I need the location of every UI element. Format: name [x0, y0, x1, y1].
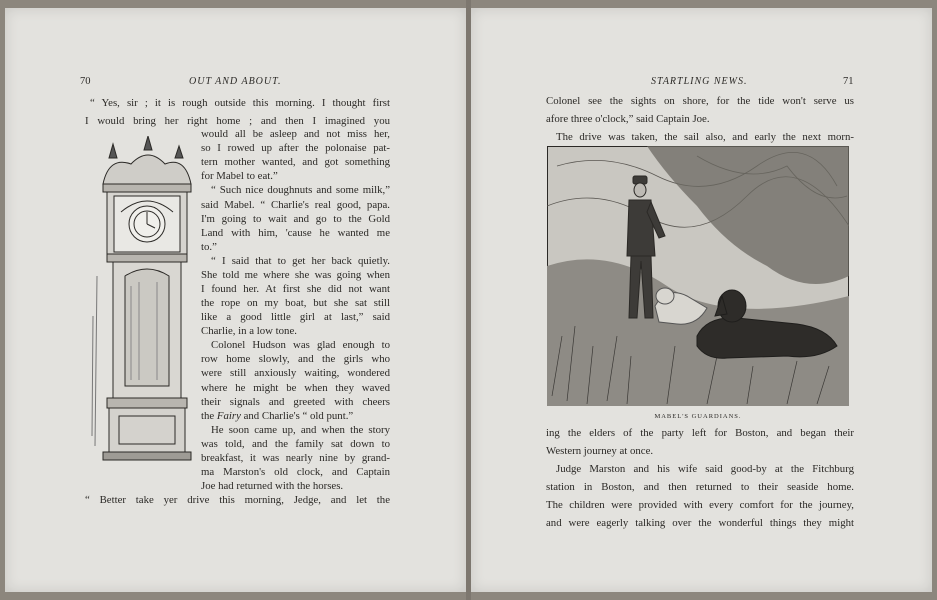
- text-line: so I rowed up after the polonaise pat-: [201, 142, 390, 155]
- text-line: to.”: [201, 240, 217, 253]
- text-line: “ I said that to get her back quietly.: [211, 254, 390, 267]
- text-line: Judge Marston and his wife said good-by at the Fitchburg: [556, 463, 854, 475]
- text-line: The drive was taken, the sail also, and early the next morn-: [556, 131, 854, 143]
- text-line: “ Such nice doughnuts and some milk,”: [211, 184, 390, 197]
- left-running-head: OUT AND ABOUT.: [189, 76, 282, 87]
- text-line: would all be asleep and not miss her,: [201, 128, 390, 141]
- text-line: breakfast, it was nearly nine by grand-: [201, 451, 390, 464]
- text-line: ma Marston's old clock, and Captain: [201, 465, 390, 478]
- left-page-number: 70: [80, 76, 91, 87]
- text-line: was told, and the family sat down to: [201, 437, 390, 450]
- text-line: I would bring her right home ; and then I imagined you: [85, 115, 390, 127]
- text-line: were still anxiously waiting, wondered: [201, 367, 390, 380]
- text-line: I'm going to wait and go to the Gold: [201, 212, 390, 225]
- text-line: Western journey at once.: [546, 445, 654, 457]
- text-line: for Mabel to eat.”: [201, 170, 278, 183]
- right-running-head: STARTLING NEWS.: [651, 76, 748, 87]
- text-line: Colonel see the sights on shore, for the tide won't serve us: [546, 95, 854, 107]
- text-line: The children were provided with every comfort for the journey,: [546, 499, 854, 511]
- text-line: I found her. At first she did not want: [201, 282, 390, 295]
- right-page-number: 71: [843, 76, 854, 87]
- text-line: “ Yes, sir ; it is rough outside this morning. I thought first: [90, 97, 390, 109]
- text-line: like a good little girl at last,” said: [201, 311, 390, 324]
- text-line: ing the elders of the party left for Boston, and began their: [546, 427, 854, 439]
- left-page: [5, 8, 466, 592]
- text-line: “ Better take yer drive this morning, Jedge, and let the: [85, 494, 390, 507]
- text-line: station in Boston, and then returned to their seaside home.: [546, 481, 854, 493]
- text-line: where he might be when they waved: [201, 381, 390, 394]
- mabels-guardians-illustration: [547, 146, 849, 406]
- text-line: Charlie, in a low tone.: [201, 325, 297, 338]
- text-line: the rope on my boat, but she sat still: [201, 297, 390, 309]
- text-line: row home slowly, and the girls who: [201, 353, 390, 366]
- text-line: Joe had returned with the horses.: [201, 480, 344, 492]
- text-line: and were eagerly talking over the wonderful things they might: [546, 517, 854, 529]
- text-line-fairy: the Fairy and Charlie's “ old punt.”: [201, 409, 354, 422]
- text-line: Land with him, 'cause he wanted me: [201, 226, 390, 239]
- text-line: She told me where she was going when: [201, 268, 390, 281]
- text-line: Colonel Hudson was glad enough to: [211, 339, 390, 352]
- text-line: their signals and greeted with cheers: [201, 395, 390, 408]
- text-line: He soon came up, and when the story: [211, 423, 390, 436]
- right-page: [471, 8, 932, 592]
- text-line: said Mabel. “ Charlie's real good, papa.: [201, 198, 390, 211]
- grandfather-clock-illustration: [91, 136, 201, 466]
- illustration-caption: MABEL'S GUARDIANS.: [654, 413, 742, 420]
- text-line: tern mother wanted, and got something: [201, 156, 390, 169]
- text-line: afore three o'clock,” said Captain Joe.: [546, 113, 710, 125]
